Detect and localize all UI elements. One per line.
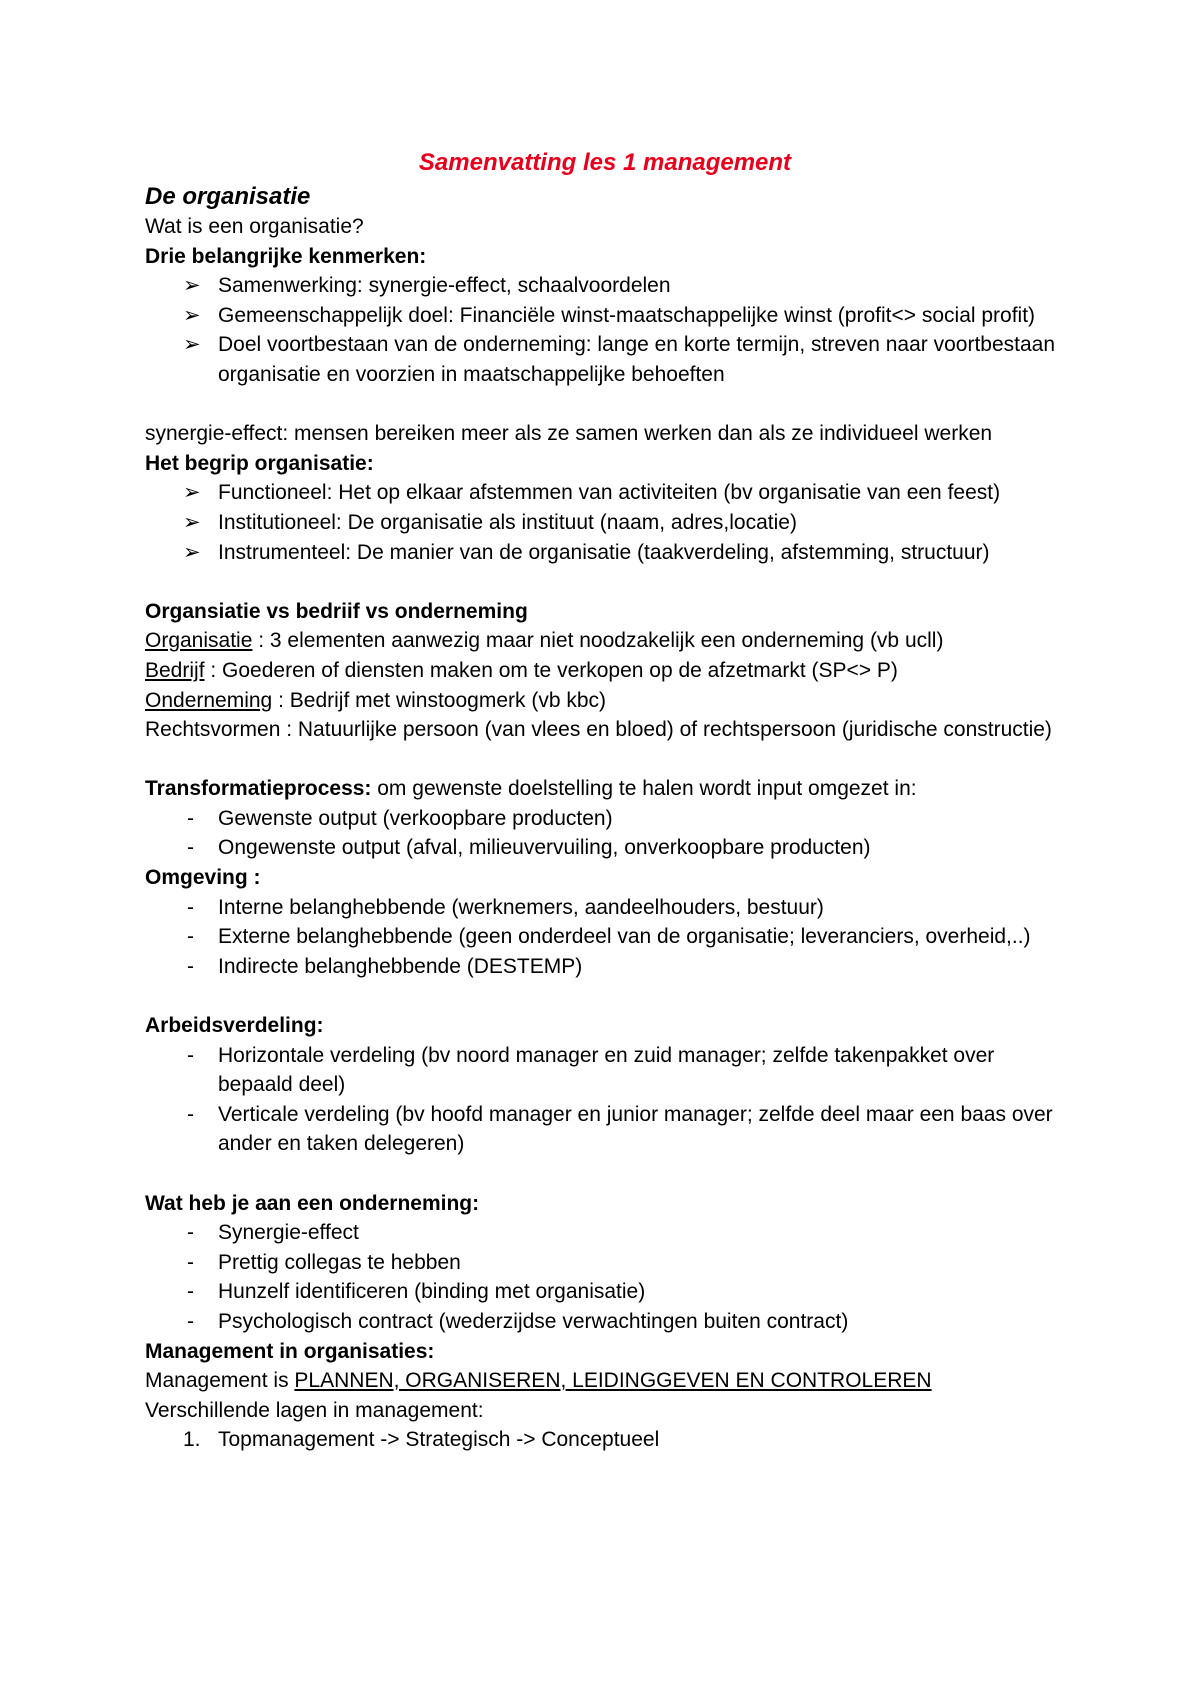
section-heading-onderneming: Wat heb je aan een onderneming: <box>145 1191 480 1215</box>
transformatie-paragraph <box>145 774 1065 804</box>
document-title: Samenvatting les 1 management <box>418 149 792 176</box>
list-item: ➢ Gemeenschappelijk doel: Financiële winst-maatschappelijke winst (profit<> social profit) <box>145 301 1065 331</box>
management-prefix: Management is <box>145 1369 295 1393</box>
spacer <box>145 567 1065 597</box>
list-item: - Verticale verdeling (bv hoofd manager en junior manager; zelfde deel maar een baas over ander en taken delegeren) <box>145 1100 1065 1159</box>
list-item: - Psychologisch contract (wederzijdse verwachtingen buiten contract) <box>145 1307 1065 1337</box>
list-item: - Synergie-effect <box>145 1218 1065 1248</box>
list-item: - Prettig collegas te hebben <box>145 1248 1065 1278</box>
question-text: Wat is een organisatie? <box>145 215 364 238</box>
list-item: ➢ Institutioneel: De organisatie als instituut (naam, adres,locatie) <box>145 508 1065 538</box>
spacer <box>145 1159 1065 1189</box>
definition-organisatie <box>145 626 1065 656</box>
lagen-list <box>145 1425 1065 1455</box>
section-heading-vs: Organsiatie vs bedriif vs onderneming <box>145 599 528 623</box>
management-functions: PLANNEN, ORGANISEREN, LEIDINGGEVEN EN CONTROLEREN <box>294 1369 932 1393</box>
begrip-label: Het begrip organisatie: <box>145 451 374 475</box>
section-heading-arbeidsverdeling: Arbeidsverdeling: <box>145 1014 324 1038</box>
lagen-label: Verschillende lagen in management: <box>145 1398 484 1422</box>
numbered-item-text: Topmanagement -> Strategisch -> Conceptueel <box>218 1428 660 1452</box>
list-item: ➢ Samenwerking: synergie-effect, schaalvoordelen <box>145 271 1065 301</box>
definition-onderneming <box>145 686 1065 716</box>
definition-text: : Goederen of diensten maken om te verkopen op de afzetmarkt (SP<> P) <box>204 658 898 682</box>
section-heading-management: Management in organisaties: <box>145 1339 435 1363</box>
onderneming-list <box>145 1218 1065 1336</box>
transformatie-label: Transformatieprocess: <box>145 777 372 801</box>
management-definition <box>145 1366 1065 1396</box>
definition-text: : Bedrijf met winstoogmerk (vb kbc) <box>272 688 607 712</box>
list-item: ➢ Instrumenteel: De manier van de organisatie (taakverdeling, afstemming, structuur) <box>145 538 1065 568</box>
synergie-definition: synergie-effect: mensen bereiken meer als ze samen werken dan als ze individueel werken <box>145 422 993 446</box>
spacer <box>145 981 1065 1011</box>
list-item: - Externe belanghebbende (geen onderdeel van de organisatie; leveranciers, overheid,..) <box>145 922 1065 952</box>
arbeidsverdeling-list <box>145 1041 1065 1159</box>
kenmerken-list <box>145 271 1065 389</box>
transformatie-text: om gewenste doelstelling te halen wordt input omgezet in: <box>371 777 917 801</box>
transformatie-list <box>145 804 1065 863</box>
numbered-item <box>145 1425 1065 1455</box>
begrip-list <box>145 478 1065 567</box>
list-item: - Hunzelf identificeren (binding met organisatie) <box>145 1277 1065 1307</box>
spacer <box>145 745 1065 775</box>
omgeving-label: Omgeving : <box>145 866 261 890</box>
kenmerken-label: Drie belangrijke kenmerken: <box>145 244 427 268</box>
list-item: - Interne belanghebbende (werknemers, aandeelhouders, bestuur) <box>145 893 1065 923</box>
term-organisatie: Organisatie <box>145 629 253 653</box>
list-item: - Ongewenste output (afval, milieuvervuiling, onverkoopbare producten) <box>145 833 1065 863</box>
list-item: - Gewenste output (verkoopbare producten) <box>145 804 1065 834</box>
document-content <box>145 148 1065 1455</box>
list-item: - Indirecte belanghebbende (DESTEMP) <box>145 952 1065 982</box>
term-onderneming: Onderneming <box>145 688 273 712</box>
list-item: ➢ Doel voortbestaan van de onderneming: lange en korte termijn, streven naar voortbestaan organisatie en voorzien in maatschappelijke behoeften <box>145 330 1065 389</box>
list-item: ➢ Functioneel: Het op elkaar afstemmen van activiteiten (bv organisatie van een feest) <box>145 478 1065 508</box>
definition-bedrijf <box>145 656 1065 686</box>
spacer <box>145 390 1065 420</box>
list-item: - Horizontale verdeling (bv noord manager en zuid manager; zelfde takenpakket over bepaald deel) <box>145 1041 1065 1100</box>
definition-text: : 3 elementen aanwezig maar niet noodzakelijk een onderneming (vb ucll) <box>252 629 944 653</box>
section-heading-organisatie: De organisatie <box>145 183 311 210</box>
rechtsvormen-text: Rechtsvormen : Natuurlijke persoon (van vlees en bloed) of rechtspersoon (juridische constructie) <box>145 718 1052 742</box>
term-bedrijf: Bedrijf <box>145 658 205 682</box>
omgeving-list <box>145 893 1065 982</box>
